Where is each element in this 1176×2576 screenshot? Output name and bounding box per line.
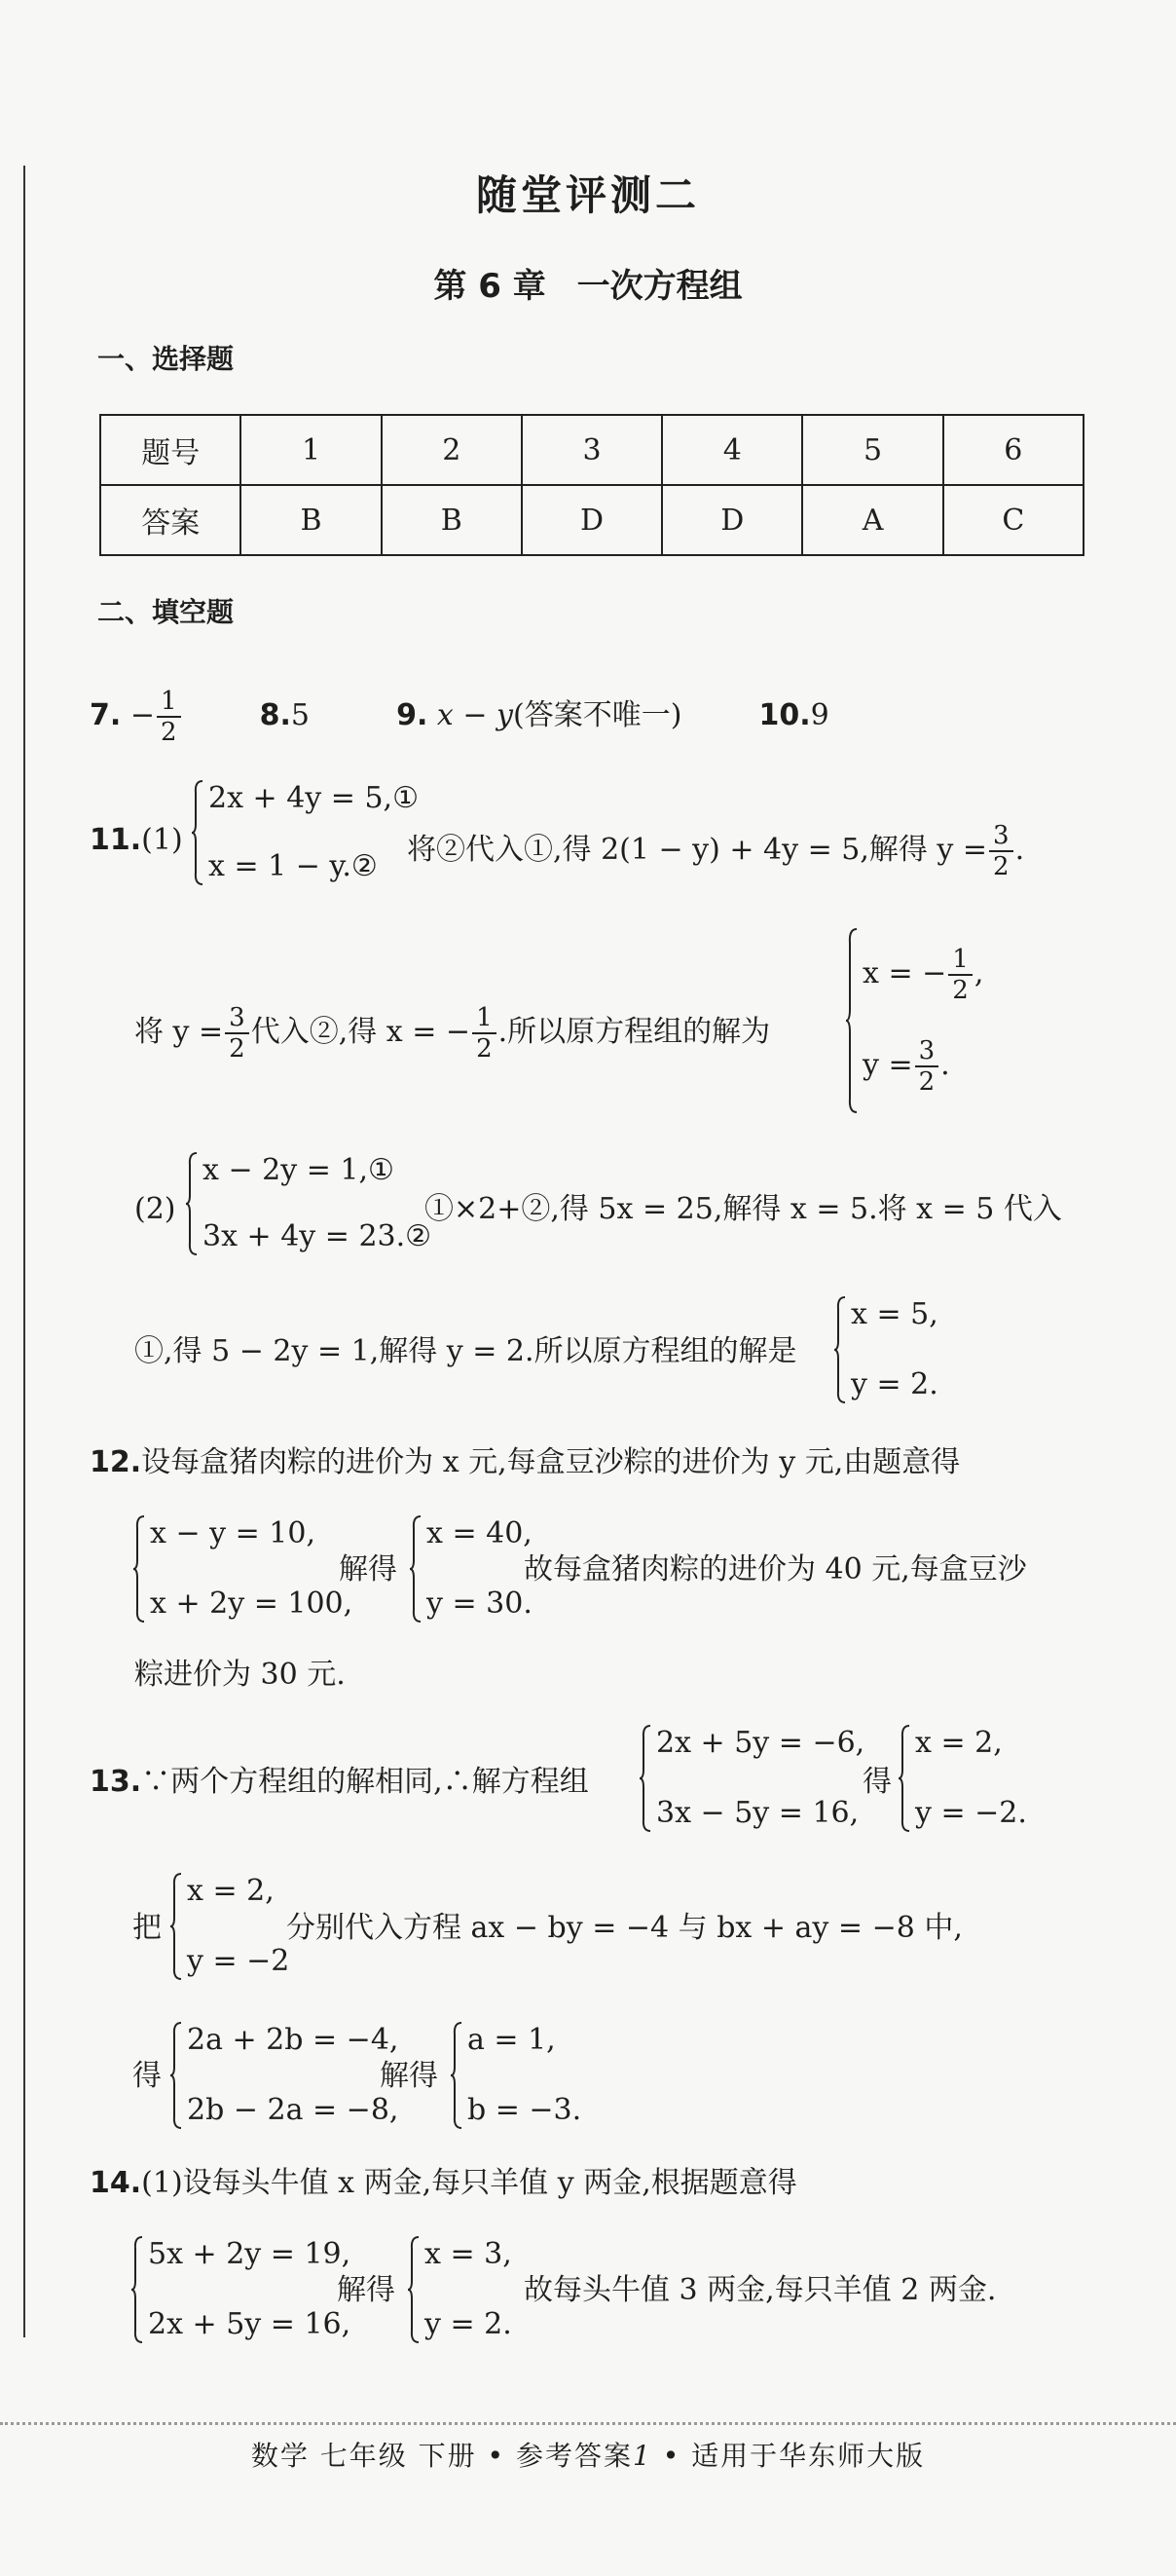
equation: 2x + 5y = −6, [656,1726,865,1760]
solve-label: 解得 [339,1552,397,1587]
equation: 3x − 5y = 16, [656,1796,860,1830]
brace-icon [845,927,859,1114]
section-choice-heading: 一、选择题 [97,343,235,375]
equation: x = 2, [915,1726,1003,1760]
q11-step3: ①×2+②,得 5x = 25,解得 x = 5.将 x = 5 代入 [424,1192,1062,1226]
equation: y = 2. [424,2307,512,2341]
table-cell: 5 [802,415,942,485]
equation-system [185,1151,438,1256]
solution-system [450,2021,586,2130]
equation: 2b − 2a = −8, [187,2093,399,2127]
solution-system [409,1514,533,1624]
q11-step4: ①,得 5 − 2y = 1,解得 y = 2.所以原方程组的解是 [134,1334,797,1368]
table-cell: D [522,485,662,555]
brace-icon [185,1151,199,1256]
equation-system [169,2021,399,2130]
footer-divider [0,2422,1176,2425]
chapter-name: 一次方程组 [576,267,743,306]
table-header-cell: 答案 [100,485,240,555]
part-label: (1) [141,823,183,857]
equation: 2x + 4y = 5,① [208,781,419,815]
equation: x = 40, [426,1516,533,1550]
equation: 5x + 2y = 19, [148,2237,351,2271]
fraction: $\frac{1}{2}$ [157,687,181,747]
solve-label: 解得 [380,2059,438,2093]
brace-icon [639,1724,652,1833]
table-cell: 6 [943,415,1084,485]
q13-step2: 分别代入方程 ax − by = −4 与 bx + ay = −8 中, [286,1911,963,1945]
table-header-cell: 题号 [100,415,240,485]
equation: 2x + 5y = 16, [148,2307,351,2341]
equation: 3x + 4y = 23.② [202,1219,432,1253]
answer-value: 9 [810,698,829,732]
equation-system [132,1514,353,1624]
solve-label: 解得 [337,2273,395,2307]
brace-icon [409,1514,423,1624]
q11-step1: 将②代入①,得 2(1 − y) + 4y = 5,解得 y = $\frac{3}{2}$ . [407,821,1025,881]
answer-note: (答案不唯一) [512,698,682,732]
page-number: 1 [632,2440,652,2472]
solution-system [845,927,1040,1114]
q-number: 12. [90,1445,142,1479]
substitute-label: 把 [132,1911,162,1945]
table-cell: 3 [522,415,662,485]
margin-rule [23,166,25,2337]
chapter-heading [0,259,1176,307]
equation: x = 2, [187,1874,275,1908]
equation: y = $\frac{3}{2}$ . [863,1036,950,1097]
solution-system [833,1295,970,1404]
page-title: 随堂评测二 [475,171,700,219]
brace-icon [833,1295,847,1404]
equation-system [639,1724,863,1833]
brace-icon [169,1872,183,1981]
table-cell: B [382,485,522,555]
table-cell: 2 [382,415,522,485]
page-footer [0,2435,1176,2474]
brace-icon [191,779,204,886]
brace-icon [450,2021,463,2130]
equation: y = −2 [187,1944,290,1978]
equation: x − y = 10, [150,1516,315,1550]
q14-line1: 14.(1)设每头牛值 x 两金,每只羊值 y 两金,根据题意得 [90,2166,797,2200]
q-number: 14. [90,2166,142,2200]
equation: y = 2. [851,1367,938,1401]
q-number: 9. [396,698,428,732]
q12-conclusion: 故每盒猪肉粽的进价为 40 元,每盒豆沙 [524,1552,1027,1587]
section-fill-heading: 二、填空题 [97,596,235,628]
solution-system [898,1724,1034,1833]
equation: x = 5, [851,1297,938,1331]
table-cell: C [943,485,1084,555]
fraction: $\frac{1}{2}$ [472,1003,496,1064]
q-number: 7. [90,698,122,732]
result-label: 得 [863,1765,892,1799]
fraction: $\frac{3}{2}$ [225,1003,249,1064]
equation: x = 1 − y.② [208,849,378,883]
answer-value: 5 [290,698,310,732]
chapter-label: 第 6 章 [433,267,546,306]
fraction: $\frac{3}{2}$ [989,821,1013,881]
equation: y = 30. [426,1587,533,1621]
brace-icon [898,1724,911,1833]
table-row [100,415,1084,485]
q-number: 11. [90,823,142,857]
part-label: (2) [134,1192,176,1226]
solution-system [407,2235,524,2344]
q-number: 8. [259,698,291,732]
brace-icon [130,2235,144,2344]
equation-system [191,779,424,886]
equation: x + 2y = 100, [150,1587,353,1621]
table-cell: A [802,485,942,555]
sign: − [129,698,155,732]
table-cell: D [662,485,802,555]
q12-line1: 12.设每盒猪肉粽的进价为 x 元,每盒豆沙粽的进价为 y 元,由题意得 [90,1445,961,1479]
table-cell: B [240,485,381,555]
q-number: 10. [758,698,811,732]
equation-system [130,2235,351,2344]
equation: x − 2y = 1,① [202,1153,394,1187]
equation: b = −3. [467,2093,582,2127]
brace-icon [132,1514,146,1624]
footer-text: • 适用于华东师大版 [662,2440,926,2472]
equation: 2a + 2b = −4, [187,2023,399,2057]
table-cell: 4 [662,415,802,485]
brace-icon [169,2021,183,2130]
table-cell: 1 [240,415,381,485]
answer-7-10 [90,687,829,747]
footer-text: 数学 七年级 下册 • 参考答案 [250,2440,633,2472]
answer-value: x − y [436,698,513,732]
q14-conclusion: 故每头牛值 3 两金,每只羊值 2 两金. [524,2273,997,2307]
equation: x = 3, [424,2237,512,2271]
equation: y = −2. [915,1796,1027,1830]
brace-icon [407,2235,421,2344]
equation: a = 1, [467,2023,556,2057]
equation-system [169,1872,290,1981]
table-row [100,485,1084,555]
choice-answer-table [99,414,1084,556]
result-label: 得 [132,2059,162,2093]
equation: x = − $\frac{1}{2}$ , [863,945,984,1005]
q11-step2: 将 y = $\frac{3}{2}$ 代入②,得 x = − $\frac{1}{2}$ .所以原方程组的解为 [134,1003,771,1064]
q13-line1: 13.∵两个方程组的解相同,∴解方程组 [90,1765,589,1799]
q11-start [90,821,183,860]
q12-conclusion-end: 粽进价为 30 元. [134,1658,346,1692]
q-number: 13. [90,1765,142,1799]
